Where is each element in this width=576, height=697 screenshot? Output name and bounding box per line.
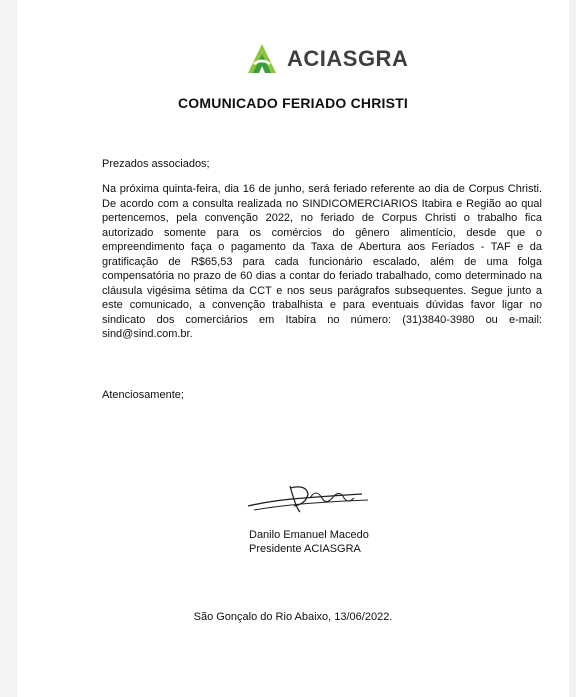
document-page xyxy=(17,0,569,697)
aciasgra-logo xyxy=(245,40,408,78)
document-title: COMUNICADO FERIADO CHRISTI xyxy=(178,95,408,111)
salutation: Prezados associados; xyxy=(102,158,210,170)
place-and-date: São Gonçalo do Rio Abaixo, 13/06/2022. xyxy=(193,611,393,623)
logo-wordmark: ACIASGRA xyxy=(287,46,409,71)
aciasgra-logo-icon xyxy=(245,42,279,76)
closing: Atenciosamente; xyxy=(102,389,184,401)
handwritten-signature xyxy=(244,478,374,525)
body-paragraph: Na próxima quinta-feira, dia 16 de junho, será feriado referente ao dia de Corpus Christi. De acordo com a consulta realizada no SINDICOMERCIARIOS Itabira e Região ao qual pertencemos, pela convenção 2022, no feriado de Corpus Christi o trabalho fica autorizado somente para os comércios do gênero alimentício, desde que o empreendimento faça o pagamento da Taxa de Abertura aos Feriados - TAF e da gratificação de R$65,53 para cada funcionário escalado, além de uma folga compensatória no prazo de 60 dias a contar do feriado trabalhado, como determinado na cláusula vigésima sétima da CCT e nos seus parágrafos subsequentes. Segue junto a este comunicado, a convenção trabalhista e para eventuais dúvidas favor ligar no sindicato dos comerciários em Itabira no número: (31)3840-3980 ou e-mail: sind@sind.com.br. xyxy=(102,183,542,340)
signer-name: Danilo Emanuel Macedo xyxy=(249,529,369,541)
signer-role: Presidente ACIASGRA xyxy=(249,543,361,555)
signer-block xyxy=(249,528,369,556)
